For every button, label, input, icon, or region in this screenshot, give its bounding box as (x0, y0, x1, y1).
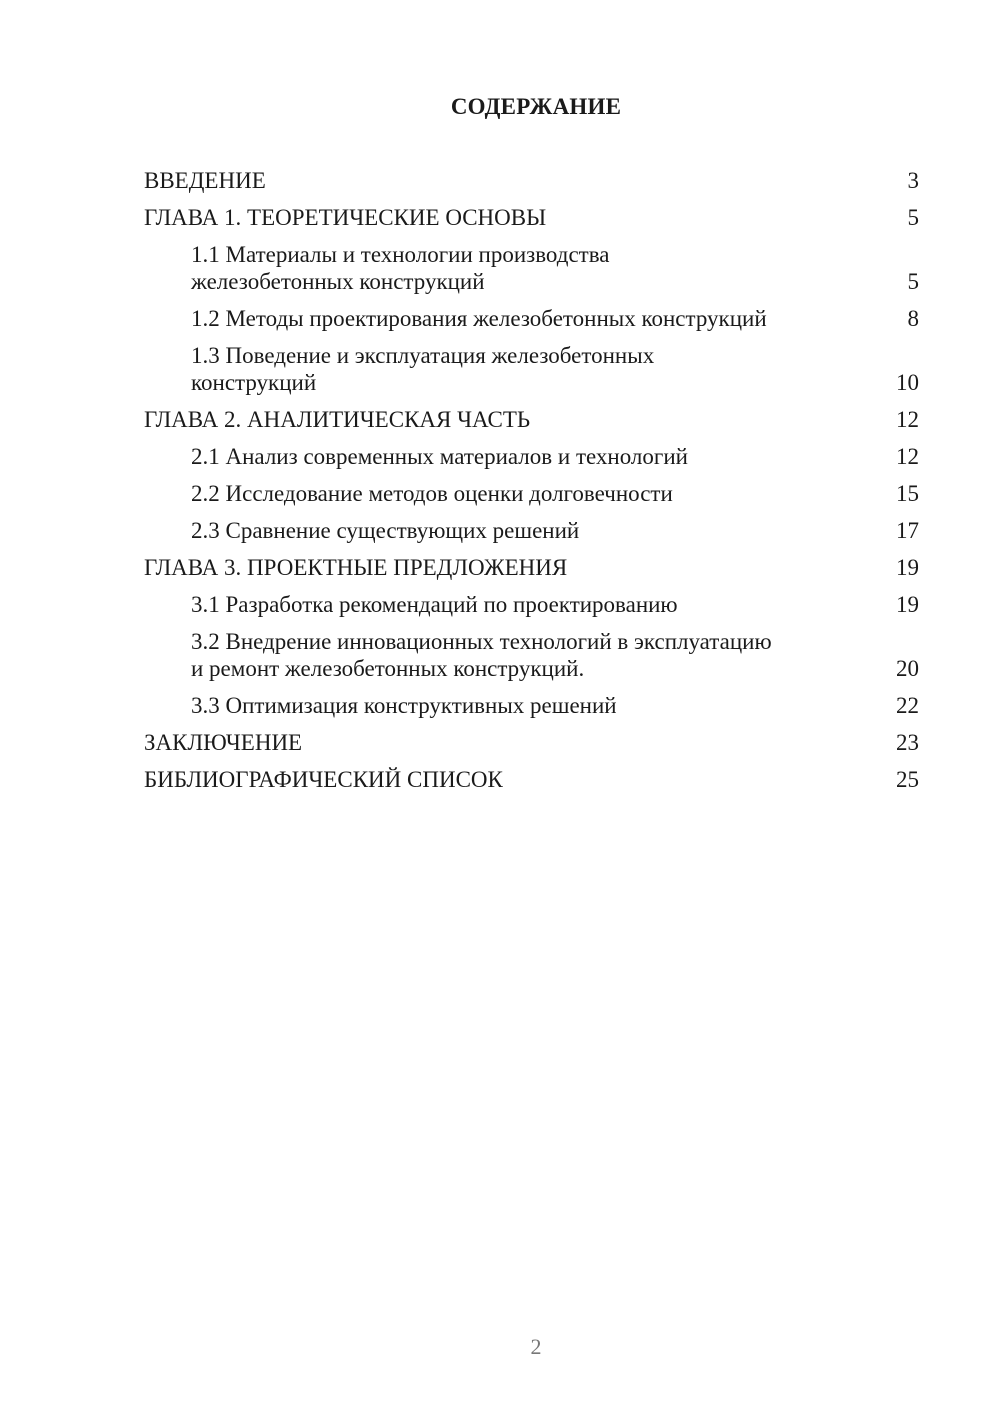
toc-entry-title: 1.1 Материалы и технологии производства железобетонных конструкций (191, 242, 610, 294)
toc-section-entry (144, 628, 919, 682)
toc-entry-title: 3.1 Разработка рекомендаций по проектированию (191, 592, 678, 617)
toc-entry-title: ГЛАВА 1. ТЕОРЕТИЧЕСКИЕ ОСНОВЫ (144, 205, 547, 230)
toc-entry-page: 3 (907, 168, 919, 193)
toc-entry-page: 17 (896, 518, 919, 543)
toc-section-entry (144, 443, 919, 470)
toc-entry-page: 5 (907, 205, 919, 230)
toc-entry-page: 23 (896, 730, 919, 755)
toc-entry-title: 1.3 Поведение и эксплуатация железобетонных конструкций (191, 343, 655, 395)
page-number: 2 (530, 1334, 542, 1359)
toc-entry-title: 2.1 Анализ современных материалов и технологий (191, 444, 688, 469)
toc-entry-title: ГЛАВА 3. ПРОЕКТНЫЕ ПРЕДЛОЖЕНИЯ (144, 555, 568, 580)
toc-entry-page: 19 (896, 555, 919, 580)
toc-entry-title: 2.3 Сравнение существующих решений (191, 518, 580, 543)
toc-entry-title: 3.2 Внедрение инновационных технологий в эксплуатацию и ремонт железобетонных конструкций. (191, 629, 772, 681)
toc-chapter-entry (144, 766, 919, 793)
toc-entry-title: ЗАКЛЮЧЕНИЕ (144, 730, 303, 755)
toc-entry-page: 15 (896, 481, 919, 506)
toc-chapter-entry (144, 204, 919, 231)
toc-chapter-entry (144, 406, 919, 433)
page-title: СОДЕРЖАНИЕ (450, 94, 622, 119)
toc-entry-title: ГЛАВА 2. АНАЛИТИЧЕСКАЯ ЧАСТЬ (144, 407, 531, 432)
toc-section-entry (144, 591, 919, 618)
toc-section-entry (144, 241, 919, 295)
toc-section-entry (144, 517, 919, 544)
toc-entry-title: БИБЛИОГРАФИЧЕСКИЙ СПИСОК (144, 767, 503, 792)
toc-entry-page: 25 (896, 767, 919, 792)
toc-section-entry (144, 305, 919, 332)
toc-section-entry (144, 342, 919, 396)
toc-entry-page: 5 (907, 269, 919, 294)
toc-chapter-entry (144, 729, 919, 756)
toc-entry-title: ВВЕДЕНИЕ (144, 168, 266, 193)
table-of-contents (144, 167, 919, 803)
toc-entry-page: 19 (896, 592, 919, 617)
toc-entry-title: 3.3 Оптимизация конструктивных решений (191, 693, 617, 718)
toc-entry-page: 20 (896, 656, 919, 681)
toc-section-entry (144, 692, 919, 719)
toc-section-entry (144, 480, 919, 507)
toc-entry-page: 22 (896, 693, 919, 718)
toc-entry-page: 10 (896, 370, 919, 395)
toc-chapter-entry (144, 554, 919, 581)
toc-chapter-entry (144, 167, 919, 194)
toc-entry-title: 1.2 Методы проектирования железобетонных конструкций (191, 306, 767, 331)
toc-entry-title: 2.2 Исследование методов оценки долговечности (191, 481, 673, 506)
toc-entry-page: 12 (896, 444, 919, 469)
toc-entry-page: 8 (907, 306, 919, 331)
toc-entry-page: 12 (896, 407, 919, 432)
